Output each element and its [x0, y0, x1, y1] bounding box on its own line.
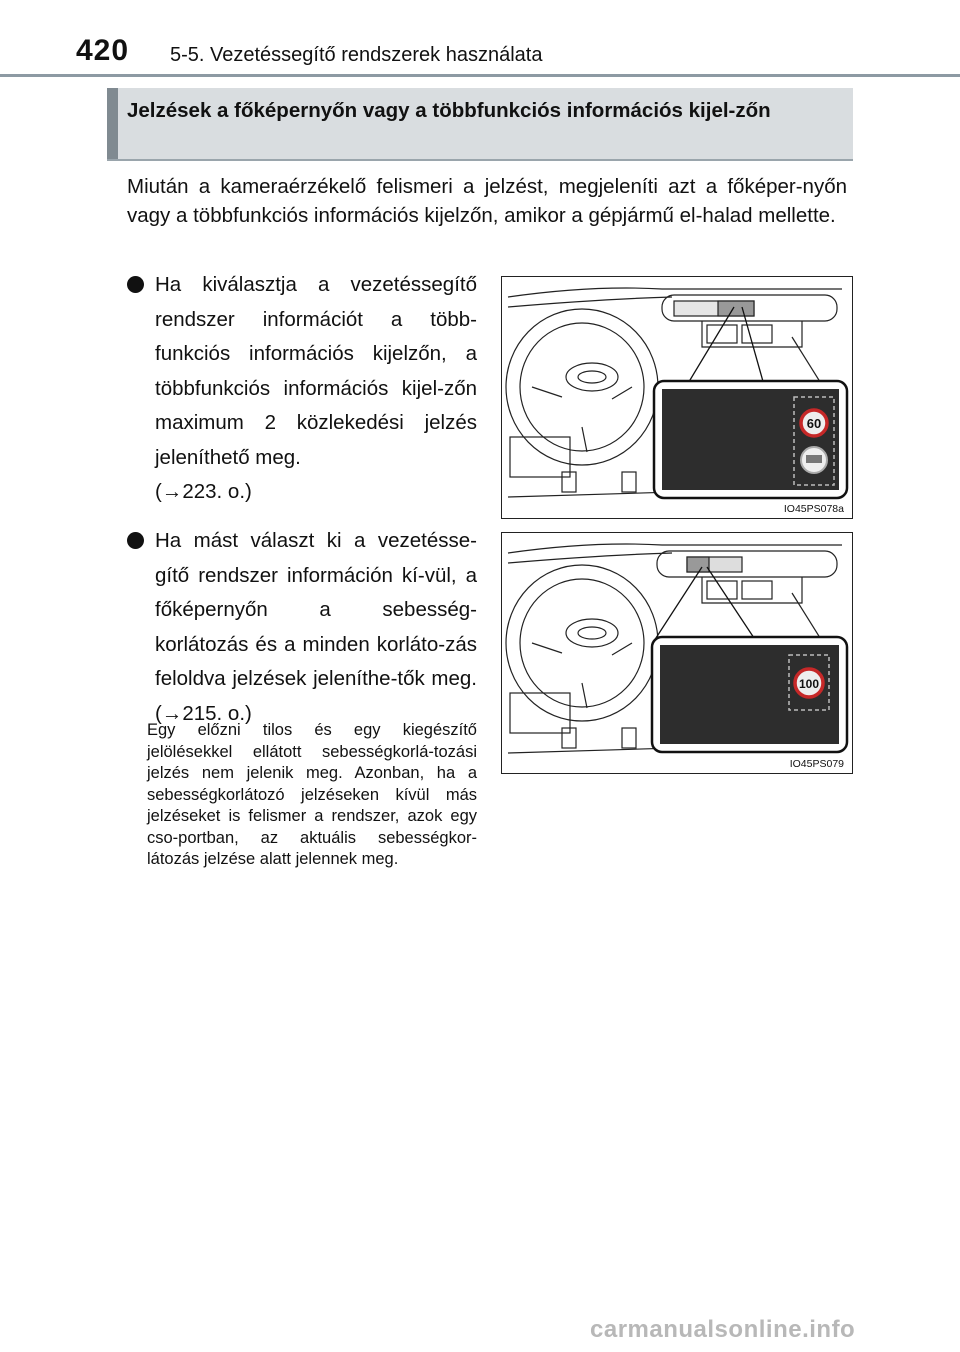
- header-rule: [0, 74, 960, 77]
- bullet-dot-icon: [127, 276, 144, 293]
- bullet-text-2: Ha mást választ ki a vezetésse-gítő rendszer információn kí-vül, a főképernyőn a sebesség-korlátozás és a minden korláto-zás feloldva jelzések jeleníthe-tők meg. (→215. o.): [155, 529, 477, 725]
- figure-dashboard-multi-display: [501, 276, 853, 519]
- section-heading-bar: [107, 88, 118, 159]
- watermark: carmanualsonline.info: [590, 1316, 856, 1343]
- figure-code: IO45PS078a: [783, 503, 844, 515]
- running-header: 5-5. Vezetéssegítő rendszerek használata: [170, 44, 543, 66]
- figure-dashboard-main-display: [501, 532, 853, 774]
- dashboard-illustration: [502, 277, 851, 517]
- bullet-dot-icon: [127, 532, 144, 549]
- section-heading-title: Jelzések a főképernyőn vagy a többfunkciós információs kijel-zőn: [127, 99, 771, 122]
- note-paragraph: Egy előzni tilos és egy kiegészítő jelölésekkel ellátott sebességkorlá-tozási jelzés nem jelenik meg. Azonban, ha a sebességkorlátozó jelzéseken kívül más jelzéseket is felismer a rendszer, azok egy cso-portban, az aktuális sebességkor-látozás jelzése alatt jelennek meg.: [147, 721, 477, 868]
- bullet-ref-1: (→223. o.): [155, 480, 252, 503]
- speed-limit-sign: 100: [798, 677, 820, 691]
- bullet-item-2: [127, 524, 477, 731]
- intro-paragraph: Miután a kameraérzékelő felismeri a jelzést, megjeleníti azt a főképer-nyőn vagy a többfunkciós információs kijelzőn, amikor a gépjármű el-halad mellette.: [127, 175, 847, 227]
- speed-limit-sign: 60: [806, 416, 822, 431]
- bullet-item-1: [127, 268, 477, 510]
- bullet-text-1: Ha kiválasztja a vezetéssegítő rendszer információt a több-funkciós információs kijelzőn, a többfunkciós információs kijel-zőn maximum 2 közlekedési jelzés jeleníthető meg.: [155, 273, 477, 469]
- page-number: 420: [76, 34, 130, 67]
- section-heading-box: [107, 88, 853, 161]
- dashboard-illustration: [502, 533, 851, 772]
- figure-code: IO45PS079: [789, 758, 844, 770]
